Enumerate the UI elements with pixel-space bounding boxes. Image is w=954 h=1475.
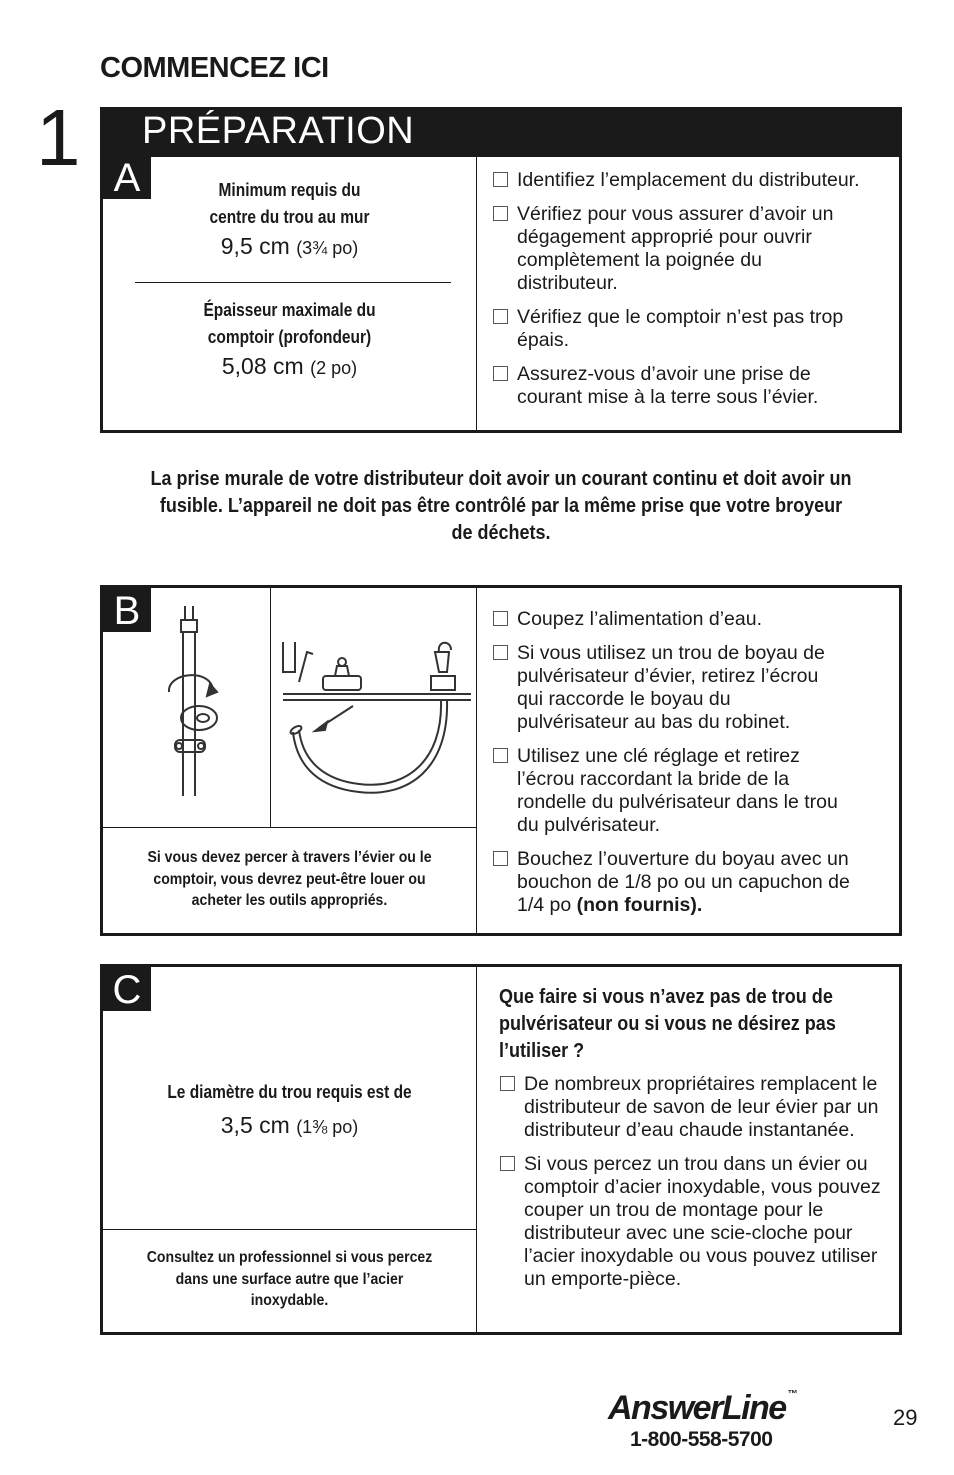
checklist-text: Assurez-vous d’avoir une prise de courant mise à la terre sous l’évier. (517, 363, 819, 408)
panel-b-note: Si vous devez percer à travers l’évier ou le comptoir, vous devrez peut-être louer ou acheter les outils appropriés. (147, 849, 432, 909)
checklist-text: Vérifiez que le comptoir n’est pas trop épais. (517, 306, 844, 351)
panel-a-divider (476, 155, 477, 430)
checkbox-icon[interactable] (493, 748, 508, 763)
max-thickness-cm: 5,08 cm (221, 353, 304, 379)
panel-a (100, 155, 902, 433)
min-distance-block (103, 177, 476, 263)
max-thickness-block (103, 297, 476, 383)
panel-c-letter: C (103, 967, 151, 1011)
panel-c (100, 964, 902, 1335)
panel-c-divider (476, 967, 477, 1332)
panel-c-note-block (123, 1247, 456, 1312)
diameter-in: (1⅜ po) (296, 1117, 359, 1137)
diameter-value (103, 1110, 476, 1142)
answerline-logo (608, 1389, 798, 1428)
logo-text: AnswerLine (608, 1389, 786, 1427)
min-distance-cm: 9,5 cm (220, 233, 290, 259)
checkbox-icon[interactable] (493, 611, 508, 626)
page-number: 29 (893, 1405, 918, 1430)
checklist-item (500, 1153, 890, 1291)
max-thickness-label-1: Épaisseur maximale du (203, 300, 376, 320)
step-number: 1 (36, 93, 81, 182)
checklist-item (493, 169, 898, 192)
checklist-item (493, 363, 898, 409)
checklist-text: Vérifiez pour vous assurer d’avoir un dégagement approprié pour ouvrir complètement la poignée du distributeur. (517, 203, 834, 294)
panel-b-note-block (109, 847, 470, 912)
checkbox-icon[interactable] (493, 851, 508, 866)
diameter-label: Le diamètre du trou requis est de (167, 1082, 412, 1102)
checkbox-icon[interactable] (493, 172, 508, 187)
checklist-text: Coupez l’alimentation d’eau. (517, 608, 762, 630)
checkbox-icon[interactable] (493, 645, 508, 660)
checkbox-icon[interactable] (493, 309, 508, 324)
max-thickness-value (103, 351, 476, 383)
panel-c-question: Que faire si vous n’avez pas de trou de pulvérisateur ou si vous ne désirez pas l’utiliser ? (499, 985, 836, 1062)
panel-c-note: Consultez un professionnel si vous percez dans une surface autre que l’acier inoxydable. (146, 1249, 433, 1309)
sprayer-hose-illustration (275, 612, 475, 812)
checklist-item (493, 306, 898, 352)
max-thickness-label-2: comptoir (profondeur) (207, 327, 372, 347)
checklist-text-bold: (non fournis). (576, 894, 703, 916)
min-distance-label-2: centre du trou au mur (209, 207, 370, 227)
checklist-item (493, 848, 893, 917)
panel-c-separator (103, 1229, 476, 1230)
checklist-text: Si vous percez un trou dans un évier ou comptoir d’acier inoxydable, vous pouvez couper un trou de montage pour le distributeur avec une scie-cloche pour l’acier inoxydable ou vous pouvez utiliser un emporte-pièce. (524, 1153, 881, 1290)
section-title-bar (100, 107, 902, 157)
checklist-text: De nombreux propriétaires remplacent le distributeur de savon de leur évier par un distributeur d’eau chaude instantanée. (524, 1073, 879, 1141)
panel-c-checklist (500, 1073, 890, 1302)
panel-b-separator (103, 827, 476, 828)
section-title: PRÉPARATION (142, 110, 415, 152)
min-distance-label-1: Minimum requis du (218, 180, 361, 200)
panel-c-question-block (499, 983, 899, 1064)
checkbox-icon[interactable] (493, 366, 508, 381)
illustration-divider (270, 588, 271, 827)
logo-trademark: ™ (787, 1389, 798, 1400)
min-distance-value (103, 231, 476, 263)
electrical-notice: La prise murale de votre distributeur doit avoir un courant continu et doit avoir un fusible. L’appareil ne doit pas être contrôlé par la même prise que votre broyeur de déchets. (150, 468, 852, 544)
diameter-cm: 3,5 cm (220, 1112, 290, 1138)
panel-a-checklist (493, 169, 898, 420)
support-phone: 1-800-558-5700 (630, 1428, 773, 1451)
panel-b-letter: B (103, 588, 151, 632)
min-distance-in: (3¾ po) (296, 238, 359, 258)
max-thickness-in: (2 po) (310, 358, 358, 378)
checklist-item (500, 1073, 890, 1142)
start-here-heading: COMMENCEZ ICI (100, 52, 329, 84)
panel-a-separator (135, 282, 451, 283)
checklist-text: Utilisez une clé réglage et retirez l’écrou raccordant la bride de la rondelle du pulvérisateur dans le trou du pulvérisateur. (517, 745, 838, 836)
checkbox-icon[interactable] (500, 1156, 515, 1171)
nut-removal-illustration (155, 606, 235, 802)
panel-a-letter: A (103, 155, 151, 199)
checkbox-icon[interactable] (500, 1076, 515, 1091)
checkbox-icon[interactable] (493, 206, 508, 221)
checklist-item (493, 203, 898, 295)
checklist-item (493, 745, 893, 837)
panel-b-divider (476, 588, 477, 933)
checklist-text (517, 848, 867, 917)
diameter-block (103, 1079, 476, 1142)
panel-b-checklist (493, 608, 893, 928)
checklist-text-main: Bouchez l’ouverture du boyau avec un bouchon de 1/8 po ou un capuchon de 1/4 po (517, 848, 850, 916)
checklist-item (493, 608, 893, 631)
checklist-text: Identifiez l’emplacement du distributeur. (517, 169, 860, 191)
checklist-item (493, 642, 893, 734)
panel-b (100, 585, 902, 936)
checklist-text: Si vous utilisez un trou de boyau de pulvérisateur d’évier, retirez l’écrou qui raccorde le boyau du pulvérisateur au bas du robinet. (517, 642, 825, 733)
